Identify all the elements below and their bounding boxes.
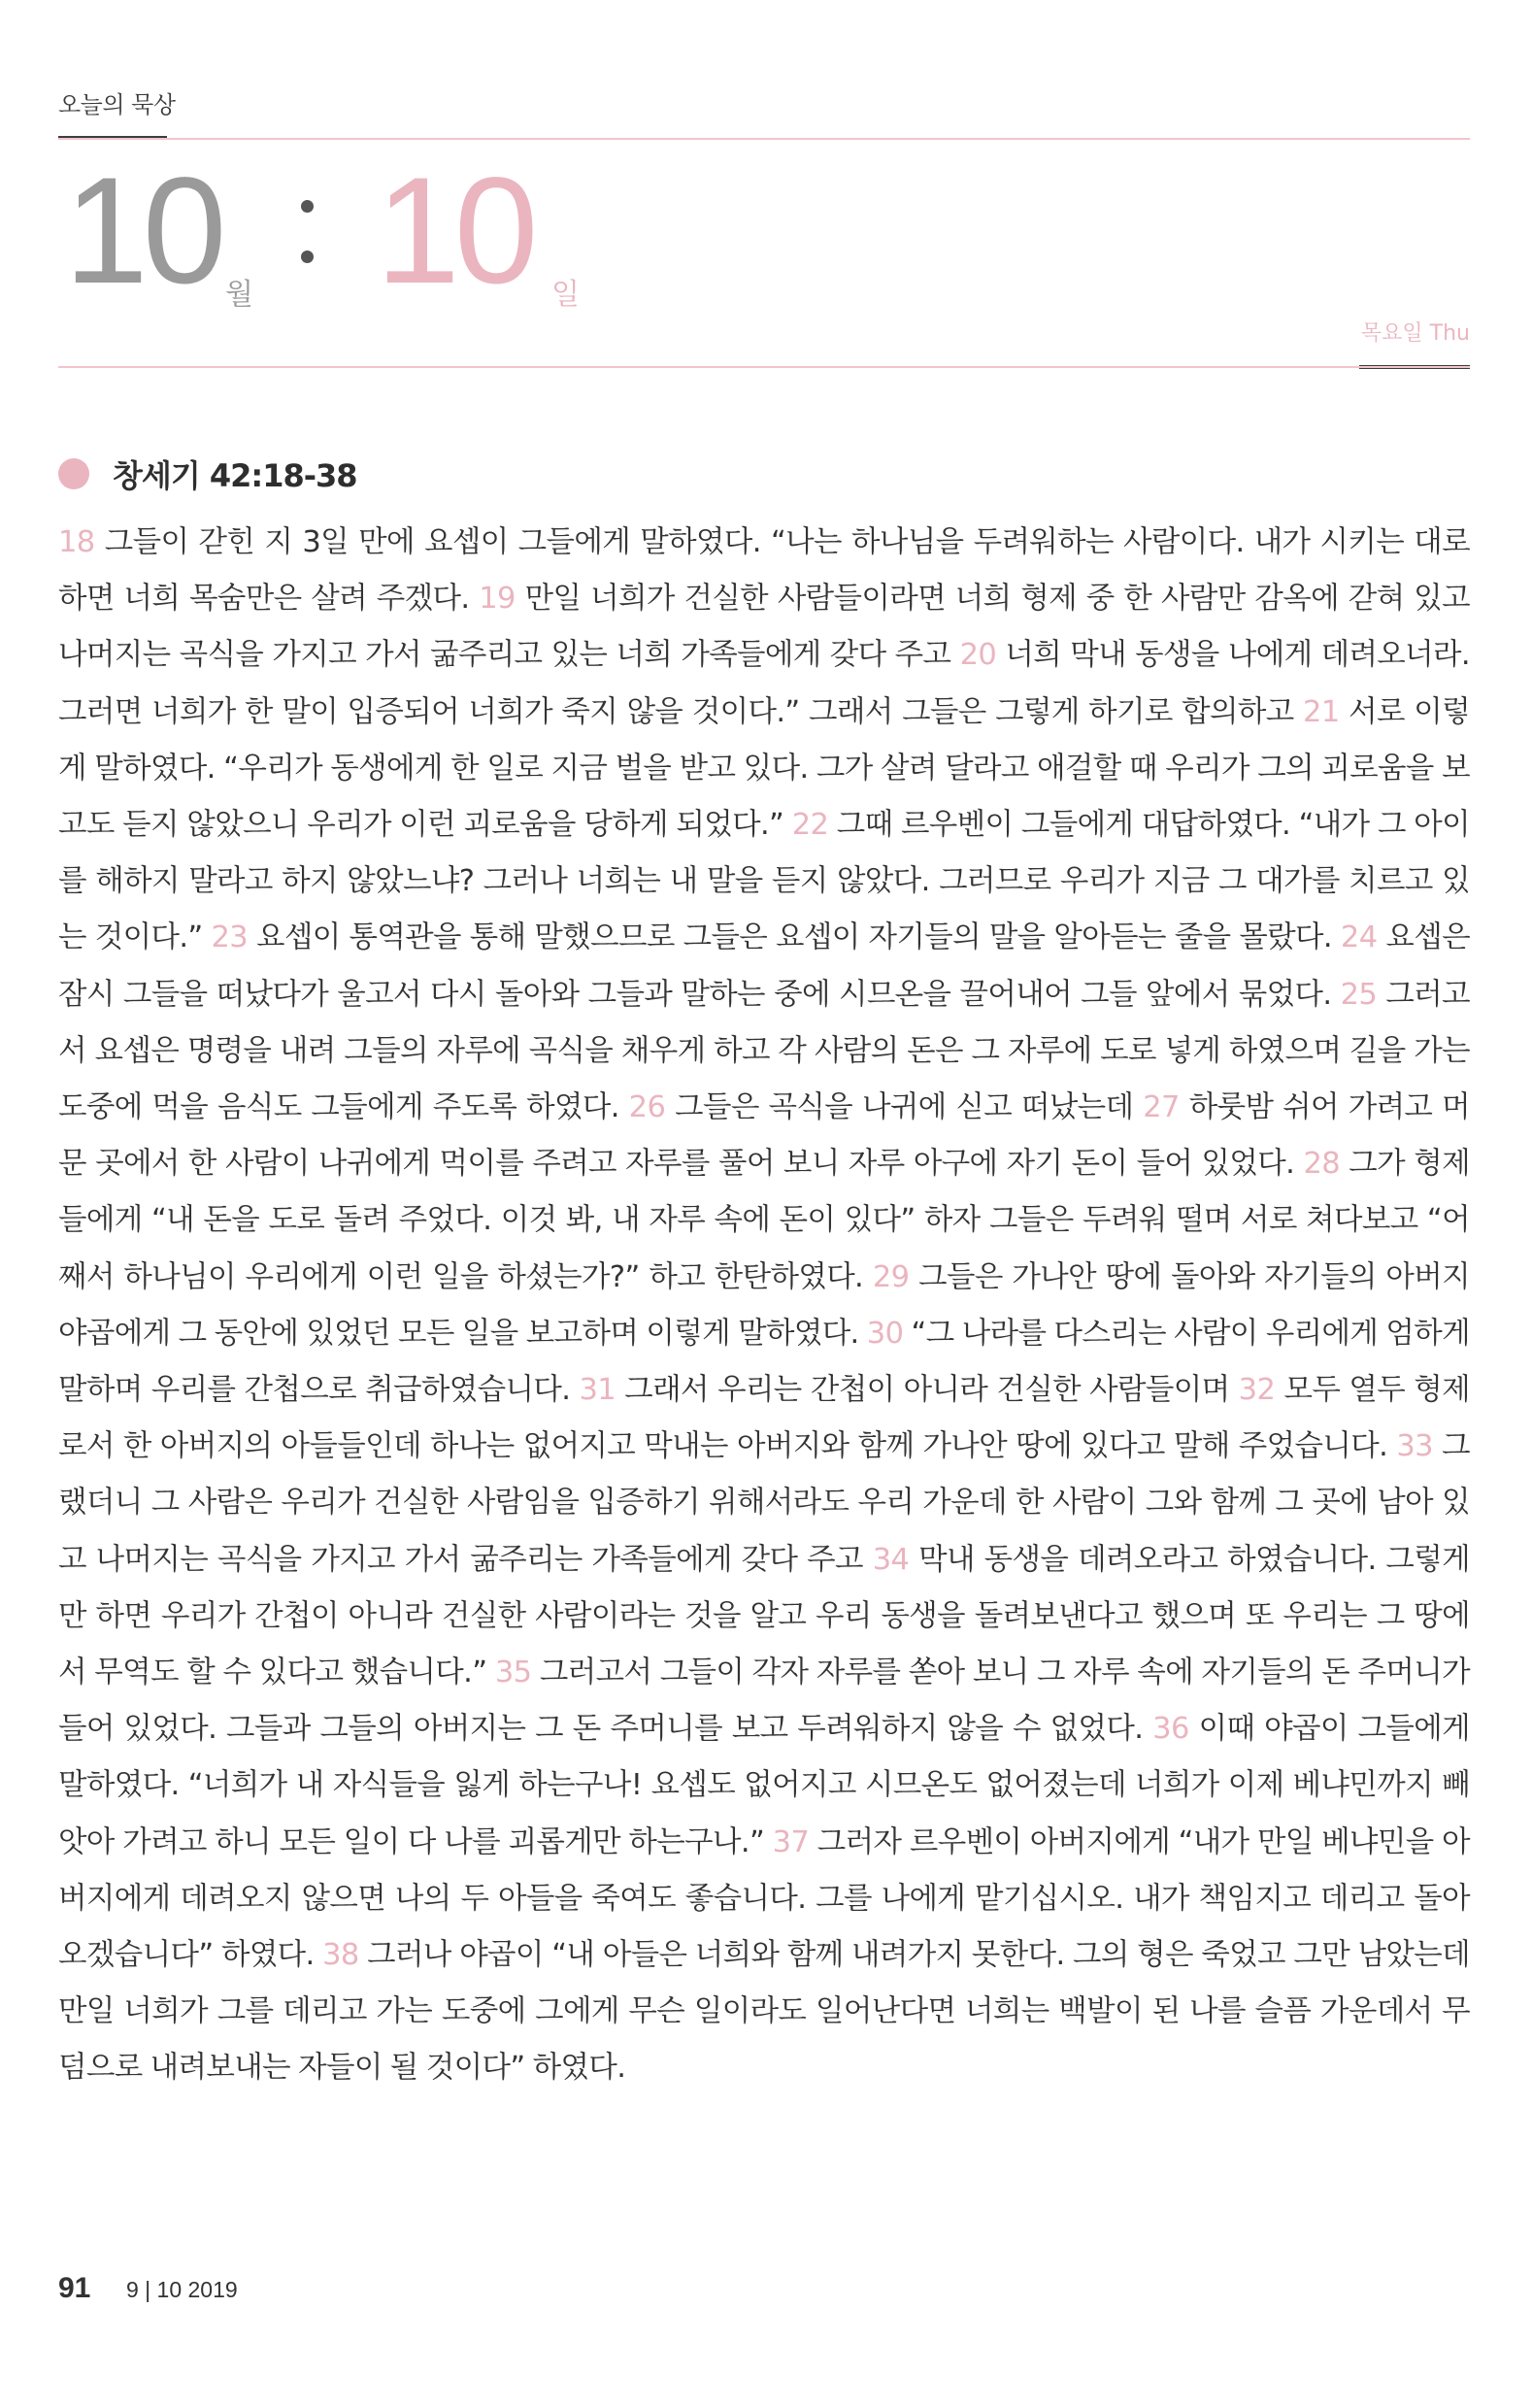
verse-text: 하룻밤 쉬어 가려고 머문 곳에서 한 사람이 나귀에게 먹이를 주려고 자루를 풀어 보니 자루 아구에 자기 돈이 들어 있었다. [58, 1090, 1470, 1182]
verse-number: 19 [479, 582, 516, 617]
verse-number: 27 [1143, 1090, 1180, 1125]
page-number: 91 [58, 2272, 91, 2304]
verse-text: 요셉은 잠시 그들을 떠났다가 울고서 다시 돌아와 그들과 말하는 중에 시므온을 끌어내어 그들 앞에서 묶었다. [58, 920, 1470, 1012]
verse-text: 만일 너희가 건실한 사람들이라면 너희 형제 중 한 사람만 감옥에 갇혀 있고 나머지는 곡식을 가지고 가서 굶주리고 있는 너희 가족들에게 갖다 주고 [58, 582, 1470, 673]
verse-text: 그러고서 요셉은 명령을 내려 그들의 자루에 곡식을 채우게 하고 각 사람의 돈은 그 자루에 도로 넣게 하였으며 길을 가는 도중에 먹을 음식도 그들에게 주도록 하였다. [58, 977, 1470, 1125]
month-number: 10 [64, 147, 221, 316]
date-colon [301, 192, 315, 270]
verse-text: 그래서 우리는 간첩이 아니라 건실한 사람들이며 [616, 1373, 1239, 1408]
verse-number: 24 [1340, 920, 1378, 955]
verse-number: 29 [872, 1259, 910, 1294]
verse-number: 33 [1396, 1429, 1433, 1464]
verse-number: 28 [1303, 1147, 1341, 1182]
verse-text: “그 나라를 다스리는 사람이 우리에게 엄하게 말하며 우리를 간첩으로 취급하였습니다. [58, 1316, 1470, 1408]
verse-text: 그들은 가나안 땅에 돌아와 자기들의 아버지 야곱에게 그 동안에 있었던 모든 일을 보고하며 이렇게 말하였다. [58, 1259, 1471, 1351]
header-rule-bottom [58, 366, 1470, 368]
verse-number: 38 [322, 1938, 359, 1973]
verse-text: 그때 르우벤이 그들에게 대답하였다. “내가 그 아이를 해하지 말라고 하지 않았느냐? 그러나 너희는 내 말을 듣지 않았다. 그러므로 우리가 지금 그 대가를 치르고 있는 것이다.” [58, 808, 1470, 955]
verse-number: 34 [872, 1542, 910, 1577]
verse-text: 막내 동생을 데려오라고 하였습니다. 그렇게만 하면 우리가 간첩이 아니라 건실한 사람이라는 것을 알고 우리 동생을 돌려보낸다고 했으며 또 우리는 그 땅에서 무역도 할 수 있다고 했습니다.” [58, 1542, 1470, 1690]
verse-text: 그러자 르우벤이 아버지에게 “내가 만일 베냐민을 아버지에게 데려오지 않으면 나의 두 아들을 죽여도 좋습니다. 그를 나에게 맡기십시오. 내가 책임지고 데리고 돌아오겠습니다” 하였다. [58, 1824, 1470, 1973]
weekday-label: 목요일 Thu [1360, 321, 1470, 346]
verse-number: 32 [1238, 1373, 1276, 1408]
verse-number: 21 [1303, 694, 1340, 729]
verse-number: 22 [791, 808, 829, 843]
verse-text: 그러나 야곱이 “내 아들은 너희와 함께 내려가지 못한다. 그의 형은 죽었고 그만 남았는데 만일 너희가 그를 데리고 가는 도중에 그에게 무슨 일이라도 일어난다면 너희는 백발이 된 나를 슬픔 가운데서 무덤으로 내려보내는 자들이 될 것이다” 하였다. [58, 1938, 1470, 2086]
verse-number: 36 [1152, 1712, 1189, 1747]
reading-reference: 창세기 42:18-38 [113, 457, 357, 494]
verse-text: 그들이 갇힌 지 3일 만에 요셉이 그들에게 말하였다. “나는 하나님을 두려워하는 사람이다. 내가 시키는 대로 하면 너희 목숨만은 살려 주겠다. [58, 525, 1470, 617]
issue-date: 9 | 10 2019 [126, 2277, 238, 2302]
verse-text: 너희 막내 동생을 나에게 데려오너라. 그러면 너희가 한 말이 입증되어 너희가 죽지 않을 것이다.” 그래서 그들은 그렇게 하기로 합의하고 [58, 638, 1470, 729]
day-unit: 일 [551, 278, 580, 312]
verse-number: 20 [959, 638, 997, 673]
verse-text: 모두 열두 형제로서 한 아버지의 아들들인데 하나는 없어지고 막내는 아버지와 함께 가나안 땅에 있다고 말해 주었습니다. [58, 1373, 1470, 1464]
header-label: 오늘의 묵상 [58, 91, 176, 118]
scripture-text [58, 515, 1470, 2097]
verse-number: 30 [866, 1316, 904, 1351]
verse-number: 18 [58, 525, 95, 559]
section-bullet-icon [58, 458, 89, 489]
month-unit: 월 [225, 278, 253, 312]
header-rule-top [58, 138, 1470, 140]
verse-number: 35 [494, 1656, 532, 1690]
day-number: 10 [376, 147, 533, 316]
verse-text: 요셉이 통역관을 통해 말했으므로 그들은 요셉이 자기들의 말을 알아듣는 줄을 몰랐다. [248, 920, 1341, 955]
date-display [58, 147, 1470, 320]
verse-text: 그랬더니 그 사람은 우리가 건실한 사람임을 입증하기 위해서라도 우리 가운데 한 사람이 그와 함께 그 곳에 남아 있고 나머지는 곡식을 가지고 가서 굶주리는 가족들에게 갖다 주고 [58, 1429, 1470, 1577]
verse-number: 37 [772, 1824, 810, 1859]
verse-text: 그들은 곡식을 나귀에 싣고 떠났는데 [665, 1090, 1144, 1125]
verse-number: 31 [579, 1373, 616, 1408]
verse-text: 이때 야곱이 그들에게 말하였다. “너희가 내 자식들을 잃게 하는구나! 요셉도 없어지고 시므온도 없어졌는데 너희가 이제 베냐민까지 빼앗아 가려고 하니 모든 일이 다 나를 괴롭게만 하는구나.” [58, 1712, 1470, 1859]
verse-text: 그가 형제들에게 “내 돈을 도로 돌려 주었다. 이것 봐, 내 자루 속에 돈이 있다” 하자 그들은 두려워 떨며 서로 쳐다보고 “어째서 하나님이 우리에게 이런 일을 하셨는가?” 하고 한탄하였다. [58, 1147, 1470, 1294]
verse-text: 서로 이렇게 말하였다. “우리가 동생에게 한 일로 지금 벌을 받고 있다. 그가 살려 달라고 애걸할 때 우리가 그의 괴로움을 보고도 듣지 않았으니 우리가 이런 괴로움을 당하게 되었다.” [58, 694, 1470, 843]
verse-number: 26 [628, 1090, 666, 1125]
verse-number: 23 [211, 920, 249, 955]
verse-text: 그러고서 그들이 각자 자루를 쏟아 보니 그 자루 속에 자기들의 돈 주머니가 들어 있었다. 그들과 그들의 아버지는 그 돈 주머니를 보고 두려워하지 않을 수 없었다. [58, 1656, 1470, 1747]
verse-number: 25 [1340, 977, 1378, 1012]
